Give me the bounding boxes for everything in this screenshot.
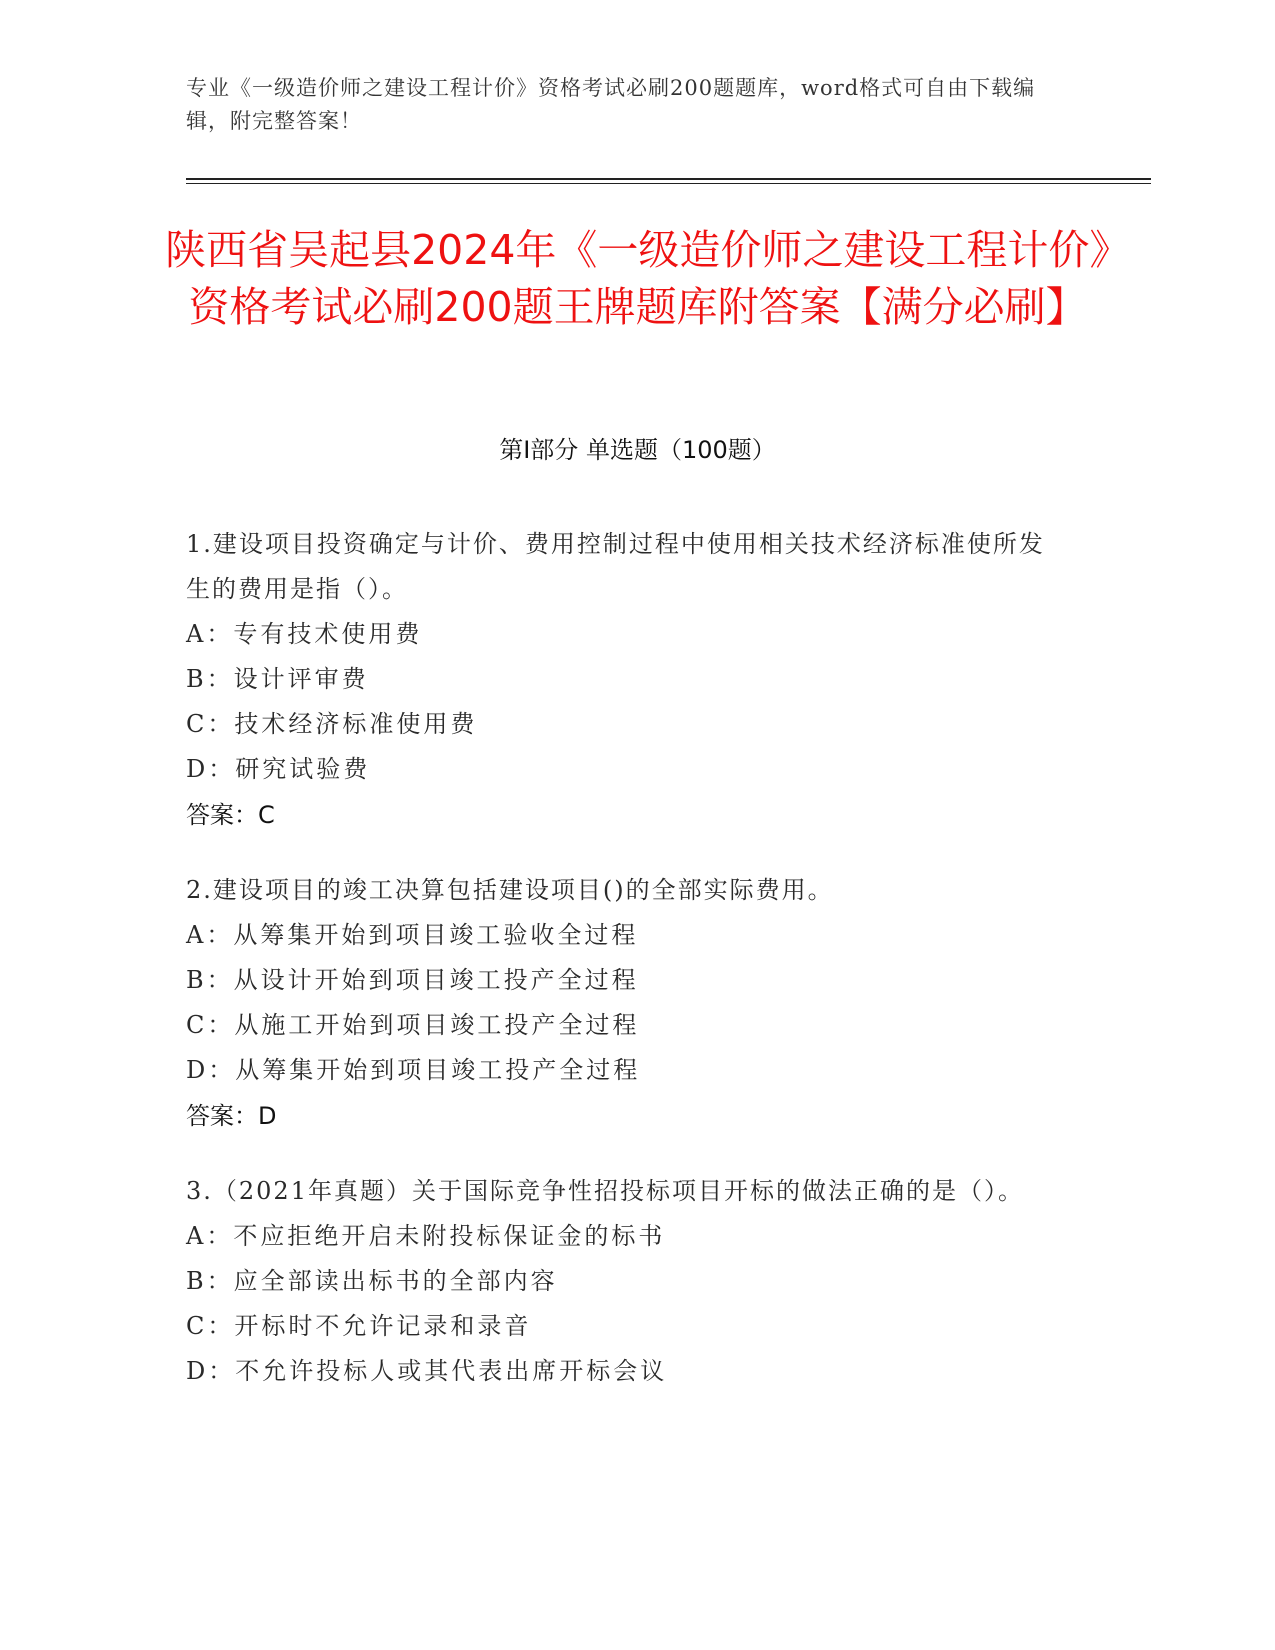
question-2 <box>186 868 1066 1139</box>
header-note: 专业《一级造价师之建设工程计价》资格考试必刷200题题库，word格式可自由下载编辑，附完整答案！ <box>186 76 1036 133</box>
question-stem: 1.建设项目投资确定与计价、费用控制过程中使用相关技术经济标准使所发生的费用是指（）。 <box>186 530 1045 603</box>
option-c: C：开标时不允许记录和录音 <box>186 1312 532 1340</box>
header-divider-thick <box>186 178 1151 180</box>
answer-line: 答案：D <box>186 1102 277 1130</box>
document-title: 陕西省吴起县2024年《一级造价师之建设工程计价》资格考试必刷200题王牌题库附答案【满分必刷】 <box>165 226 1110 331</box>
option-d: D：不允许投标人或其代表出席开标会议 <box>186 1357 668 1385</box>
option-b: B：设计评审费 <box>186 665 369 693</box>
option-b: B：应全部读出标书的全部内容 <box>186 1267 558 1295</box>
option-b: B：从设计开始到项目竣工投产全过程 <box>186 966 639 994</box>
option-c: C：技术经济标准使用费 <box>186 710 478 738</box>
question-stem: 2.建设项目的竣工决算包括建设项目()的全部实际费用。 <box>186 876 834 904</box>
option-d: D：研究试验费 <box>186 755 371 783</box>
answer-line: 答案：C <box>186 801 275 829</box>
question-3 <box>186 1169 1066 1394</box>
option-a: A：从筹集开始到项目竣工验收全过程 <box>186 921 639 949</box>
question-list <box>186 522 1066 1424</box>
header-divider-thin <box>186 183 1151 184</box>
section-heading: 第I部分 单选题（100题） <box>499 436 776 464</box>
option-d: D：从筹集开始到项目竣工投产全过程 <box>186 1056 641 1084</box>
question-1 <box>186 522 1066 838</box>
option-a: A：专有技术使用费 <box>186 620 423 648</box>
option-a: A：不应拒绝开启未附投标保证金的标书 <box>186 1222 666 1250</box>
option-c: C：从施工开始到项目竣工投产全过程 <box>186 1011 640 1039</box>
question-stem: 3.（2021年真题）关于国际竞争性招投标项目开标的做法正确的是（）。 <box>186 1177 1024 1205</box>
